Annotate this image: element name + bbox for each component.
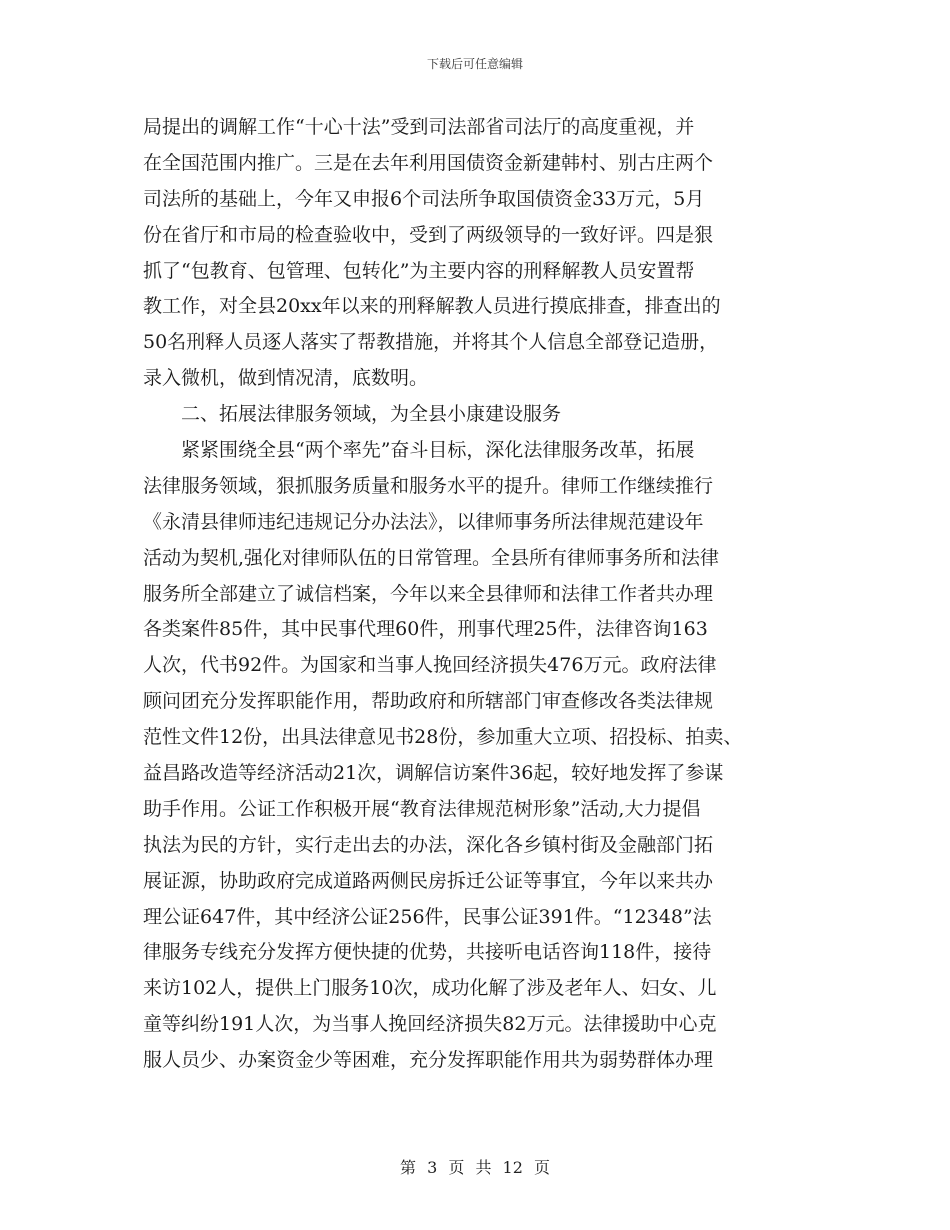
text-line: 抓了“包教育、包管理、包转化”为主要内容的刑释解教人员安置帮	[143, 259, 695, 282]
text-line: 助手作用。公证工作积极开展“教育法律规范树形象”活动,大力提倡	[143, 797, 701, 820]
text-line: 局提出的调解工作“十心十法”受到司法部省司法厅的高度重视，并	[143, 116, 695, 138]
text-line: 服务所全部建立了诚信档案，今年以来全县律师和法律工作者共办理	[143, 582, 714, 605]
text-line: 范性文件12份，出具法律意见书28份，参加重大立项、招投标、拍卖、	[143, 726, 743, 749]
page-header: 下载后可任意编辑	[426, 57, 523, 71]
text-line: 教工作，对全县20xx年以来的刑释解教人员进行摸底排查，排查出的	[143, 295, 721, 318]
text-line: 司法所的基础上，今年又申报6个司法所争取国债资金33万元，5月	[143, 187, 705, 210]
text-line: 理公证647件，其中经济公证256件，民事公证391件。“12348”法	[143, 905, 712, 928]
document-body	[143, 110, 823, 1079]
text-line: 来访102人，提供上门服务10次，成功化解了涉及老年人、妇女、儿	[143, 977, 717, 1000]
text-line: 活动为契机,强化对律师队伍的日常管理。全县所有律师事务所和法律	[143, 546, 720, 569]
text-line: 在全国范围内推广。三是在去年利用国债资金新建韩村、别古庄两个	[143, 151, 714, 174]
text-line: 紧紧围绕全县“两个率先”奋斗目标，深化法律服务改革，拓展	[181, 439, 695, 462]
text-line: 服人员少、办案资金少等困难，充分发挥职能作用共为弱势群体办理	[143, 1049, 714, 1072]
text-line: 童等纠纷191人次，为当事人挽回经济损失82万元。法律援助中心克	[143, 1013, 717, 1036]
text-line: 《永清县律师违纪违规记分办法法》，以律师事务所法律规范建设年	[143, 510, 704, 533]
text-line: 顾问团充分发挥职能作用，帮助政府和所辖部门审查修改各类法律规	[143, 690, 714, 713]
text-line: 录入微机，做到情况清，底数明。	[143, 367, 429, 390]
text-line: 份在省厅和市局的检查验收中，受到了两级领导的一致好评。四是狠	[143, 223, 714, 246]
text-line: 50名刑释人员逐人落实了帮教措施，并将其个人信息全部登记造册，	[143, 331, 719, 354]
text-line: 人次，代书92件。为国家和当事人挽回经济损失476万元。政府法律	[143, 654, 717, 677]
text-line: 展证源，协助政府完成道路两侧民房拆迁公证等事宜，今年以来共办	[143, 869, 714, 892]
text-line: 执法为民的方针，实行走出去的办法，深化各乡镇村街及金融部门拓	[143, 833, 714, 856]
text-line: 各类案件85件，其中民事代理60件，刑事代理25件，法律咨询163	[143, 618, 708, 641]
text-line: 二、拓展法律服务领域，为全县小康建设服务	[181, 403, 562, 426]
text-line: 律服务专线充分发挥方便快捷的优势，共接听电话咨询118件，接待	[143, 941, 712, 964]
text-line: 益昌路改造等经济活动21次，调解信访案件36起，较好地发挥了参谋	[143, 762, 724, 785]
page-footer: 第 3 页 共 12 页	[400, 1158, 550, 1177]
text-line: 法律服务领域，狠抓服务质量和服务水平的提升。律师工作继续推行	[143, 474, 714, 497]
